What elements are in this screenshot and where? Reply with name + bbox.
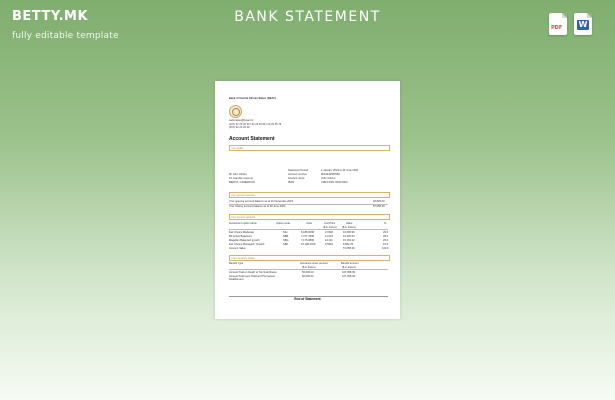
summary-value: 57,058.39 (373, 205, 385, 208)
col-header: Unit Price (324, 222, 336, 225)
cell: 8,188.0068 (301, 231, 314, 234)
contact-phone: (237) 22 23 40 30 / 22 23 40 60 / 22 23 35 75 (229, 122, 282, 126)
customer-name: Mr John Citizen (229, 173, 248, 176)
detail-value: 1 January 2024 to 30 June 2024 (321, 169, 359, 172)
statement-heading: Account Statement (229, 136, 275, 142)
detail-label: Statement Period (288, 169, 309, 172)
cell: 15.5 (383, 243, 389, 246)
cell: Amount Paid upon Total and Permanent Disablement (229, 275, 275, 281)
end-of-statement: End of Statement (294, 297, 321, 301)
col-header: % (384, 222, 387, 225)
detail-label: IBAN (288, 181, 295, 184)
brand-logo: BETTY.MK (12, 9, 89, 24)
summary-label: Your closing account balance as at 30 June 2024 (229, 205, 286, 208)
cell: 2.2143 (325, 235, 333, 238)
cell: 107,058.39 (342, 275, 355, 278)
detail-value: John Citizen (321, 177, 336, 180)
cell: SBB (283, 235, 289, 238)
section-title: Your details (231, 146, 244, 150)
section-your-details (229, 145, 390, 151)
pdf-file-icon (549, 13, 567, 35)
cell: Fair Choice Moderate (229, 231, 254, 234)
divider (229, 229, 388, 230)
cell: BF Active Balanced (229, 235, 252, 238)
detail-label: Account number (288, 173, 307, 176)
col-header: Benefit amount (341, 262, 359, 265)
detail-value: CM21 0001 0002 0003 (321, 181, 348, 184)
section-title: Your insurance details (231, 256, 255, 260)
contact-email: webmaster@beac.int (229, 119, 254, 122)
cell: 28.6 (383, 235, 389, 238)
pdf-icon-label: PDF (551, 25, 563, 31)
col-subheader: ($ in francs) (342, 225, 356, 229)
cell: 0.5544 (325, 243, 333, 246)
cell: 15,163.12 (343, 239, 355, 242)
cell: 26.6 (383, 239, 389, 242)
cell: 16,198.2019 (301, 243, 316, 246)
contact-fax: (237) 22 23 33 29 (229, 126, 250, 129)
account-value-pct: 100.0 (382, 247, 389, 250)
col-header: Value (346, 222, 353, 225)
detail-value: 0001234567890 (321, 173, 340, 176)
cell: 107,058.39 (342, 271, 355, 274)
section-title: Your account valuation (231, 215, 256, 219)
cell: SIH (283, 231, 288, 234)
cell: 50,000.00 (302, 275, 314, 278)
cell: SBG (283, 239, 289, 242)
cell: 8,862.78 (343, 243, 354, 246)
cell: 7,175.6899 (301, 239, 314, 242)
divider (229, 269, 388, 270)
col-header: Benefit Type (229, 262, 244, 265)
section-account-summary (229, 192, 390, 198)
account-value-label: Account Value (229, 247, 246, 250)
customer-address-1: 16, Hamilton Avenue (229, 177, 253, 180)
cell: 7,377.7808 (301, 235, 314, 238)
col-header: Investment option name (229, 222, 257, 225)
word-icon-label: W (578, 20, 588, 29)
col-header: Units (306, 222, 312, 225)
customer-address-2: BEIRUT, CAMEROON (229, 181, 255, 184)
cell: Fair Choice Managed / Growth (229, 243, 265, 246)
col-header: Option code (276, 222, 290, 225)
cell: 16,695.96 (343, 231, 355, 234)
bank-seal-icon (229, 105, 242, 118)
section-insurance-details (229, 255, 390, 261)
detail-label: Account name (288, 177, 305, 180)
cell: 16,336.53 (343, 235, 355, 238)
col-header: Insurance cover amount (300, 262, 328, 265)
col-subheader: ($ in francs) (323, 225, 337, 229)
bank-name: Bank of Central African States (BEAC) (229, 97, 277, 100)
cell: 2.0390 (325, 231, 333, 234)
cell: 2.1131 (325, 239, 333, 242)
col-subheader: ($ in francs) (302, 265, 316, 269)
summary-label: Your opening account balance as at 31 December 2023 (229, 200, 293, 203)
account-value-total: 57,058.39 (343, 247, 355, 250)
cell: 29.3 (383, 231, 389, 234)
section-account-valuation (229, 214, 390, 220)
cell: Amount Paid on Death or Terminal Illness (229, 271, 277, 274)
section-title: Your account summary (231, 193, 256, 197)
cell: 50,000.00 (302, 271, 314, 274)
summary-value: 46,826.00 (373, 200, 385, 203)
cell: Magellan Balanced growth (229, 239, 260, 242)
word-file-icon (574, 13, 592, 35)
bank-statement-preview (215, 81, 400, 319)
col-subheader: ($ in francs) (342, 265, 356, 269)
brand-tagline: fully editable template (12, 31, 119, 41)
page-title: BANK STATEMENT (234, 9, 381, 25)
cell: SBF (283, 243, 289, 246)
